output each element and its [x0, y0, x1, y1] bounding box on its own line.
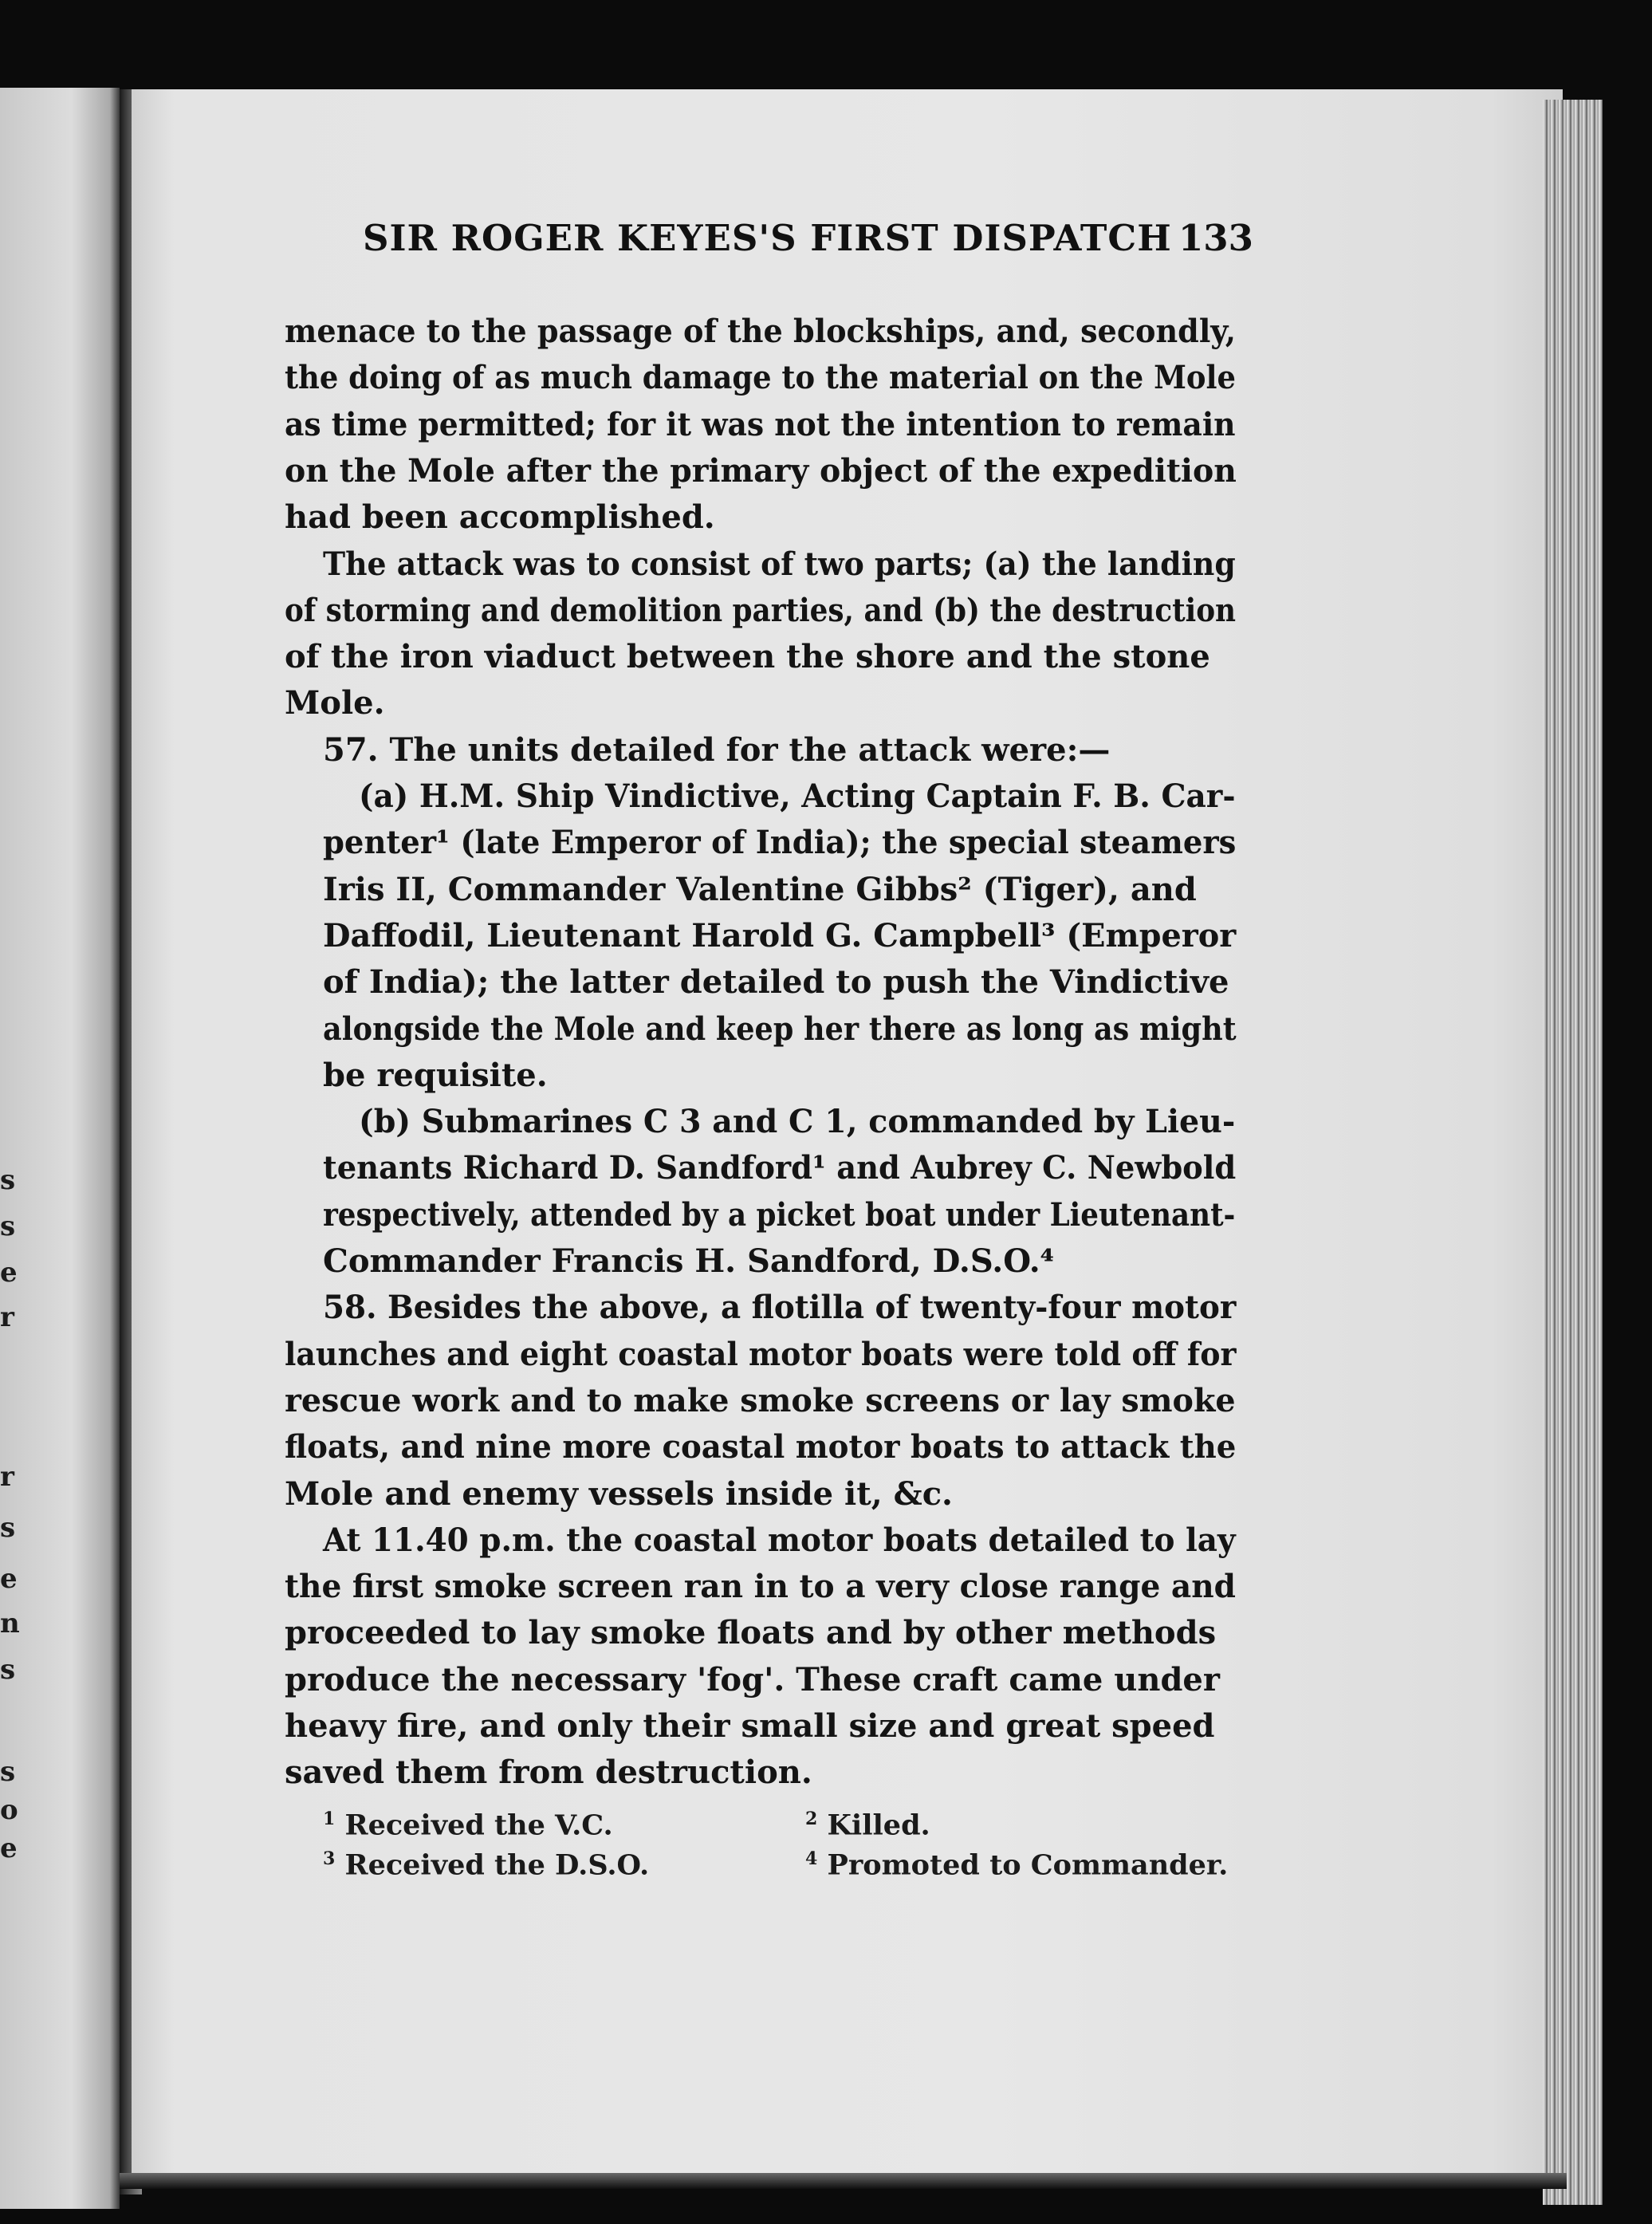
text-line: Mole. — [285, 684, 385, 722]
footnote-mark: 4 — [805, 1848, 818, 1869]
text-line: floats, and nine more coastal motor boats to attack the — [285, 1428, 1237, 1466]
text-line: Commander Francis H. Sandford, D.S.O.⁴ — [323, 1242, 1055, 1280]
text-line: (b) Submarines C 3 and C 1, commanded by Lieu- — [359, 1103, 1236, 1141]
left-page-fragment: e — [0, 1832, 18, 1864]
footnote-mark: 2 — [805, 1809, 818, 1829]
text-line: 58. Besides the above, a flotilla of twenty-four motor — [323, 1289, 1237, 1327]
left-page-fragment: s — [0, 1654, 16, 1686]
text-line: tenants Richard D. Sandford¹ and Aubrey C. Newbold — [323, 1149, 1237, 1187]
text-line: alongside the Mole and keep her there as long as might — [323, 1010, 1237, 1048]
left-page-fragment: s — [0, 1210, 16, 1242]
footnote — [323, 1809, 613, 1842]
left-page-edge — [0, 88, 120, 2209]
left-page-fragment: e — [0, 1257, 18, 1289]
text-line: produce the necessary 'fog'. These craft came under — [285, 1660, 1220, 1699]
text-line: menace to the passage of the blockships, and, secondly, — [285, 313, 1237, 350]
footnote — [323, 1848, 649, 1882]
text-line: be requisite. — [323, 1056, 548, 1094]
text-line: Iris II, Commander Valentine Gibbs² (Tiger), and — [323, 870, 1197, 908]
text-line: Daffodil, Lieutenant Harold G. Campbell³ (Emperor — [323, 916, 1237, 955]
footnote — [805, 1848, 1228, 1882]
text-line: the first smoke screen ran in to a very close range and — [285, 1568, 1236, 1606]
page-bottom-shadow — [120, 2173, 1567, 2189]
text-line: 57. The units detailed for the attack were:— — [323, 730, 1111, 769]
text-line: the doing of as much damage to the material on the Mole — [285, 359, 1236, 397]
left-page-fragment: e — [0, 1563, 18, 1595]
footnote-text: Promoted to Commander. — [817, 1848, 1229, 1882]
text-line: Mole and enemy vessels inside it, &c. — [285, 1474, 953, 1513]
text-line: heavy fire, and only their small size and great speed — [285, 1707, 1215, 1745]
footnote-mark: 3 — [323, 1848, 336, 1869]
text-line: of India); the latter detailed to push the Vindictive — [323, 963, 1229, 1002]
page-number: 133 — [1178, 217, 1253, 259]
text-line: had been accomplished. — [285, 498, 715, 537]
text-line: The attack was to consist of two parts; (a) the landing — [323, 545, 1236, 583]
text-line: on the Mole after the primary object of the expedition — [285, 451, 1237, 490]
footnote-mark: 1 — [323, 1809, 336, 1829]
footnote-text: Received the D.S.O. — [335, 1848, 650, 1882]
text-line: of the iron viaduct between the shore and the stone — [285, 638, 1210, 676]
text-line: as time permitted; for it was not the intention to remain — [285, 405, 1236, 443]
left-page-fragment: o — [0, 1794, 18, 1826]
page-edges — [1543, 100, 1603, 2205]
left-page-fragment: r — [0, 1301, 14, 1333]
left-page-fragment: s — [0, 1756, 16, 1788]
text-line: penter¹ (late Emperor of India); the special steamers — [323, 824, 1237, 862]
text-line: launches and eight coastal motor boats were told off for — [285, 1335, 1237, 1373]
text-line: respectively, attended by a picket boat under Lieutenant- — [323, 1195, 1236, 1234]
left-page-fragment: n — [0, 1608, 20, 1639]
text-line: rescue work and to make smoke screens or lay smoke — [285, 1381, 1236, 1419]
left-page-fragment: r — [0, 1461, 14, 1493]
left-page-fragment: s — [0, 1164, 16, 1196]
text-line: At 11.40 p.m. the coastal motor boats detailed to lay — [323, 1521, 1236, 1559]
text-line: (a) H.M. Ship Vindictive, Acting Captain F. B. Car- — [359, 777, 1236, 815]
text-line: saved them from destruction. — [285, 1754, 812, 1792]
left-page-fragment: s — [0, 1512, 16, 1544]
footnote-text: Received the V.C. — [335, 1809, 613, 1842]
footnote-text: Killed. — [817, 1809, 930, 1842]
running-header: SIR ROGER KEYES'S FIRST DISPATCH — [363, 217, 1172, 259]
footnote — [805, 1809, 930, 1842]
text-line: of storming and demolition parties, and (b) the destruction — [285, 591, 1237, 629]
text-line: proceeded to lay smoke floats and by other methods — [285, 1614, 1217, 1652]
